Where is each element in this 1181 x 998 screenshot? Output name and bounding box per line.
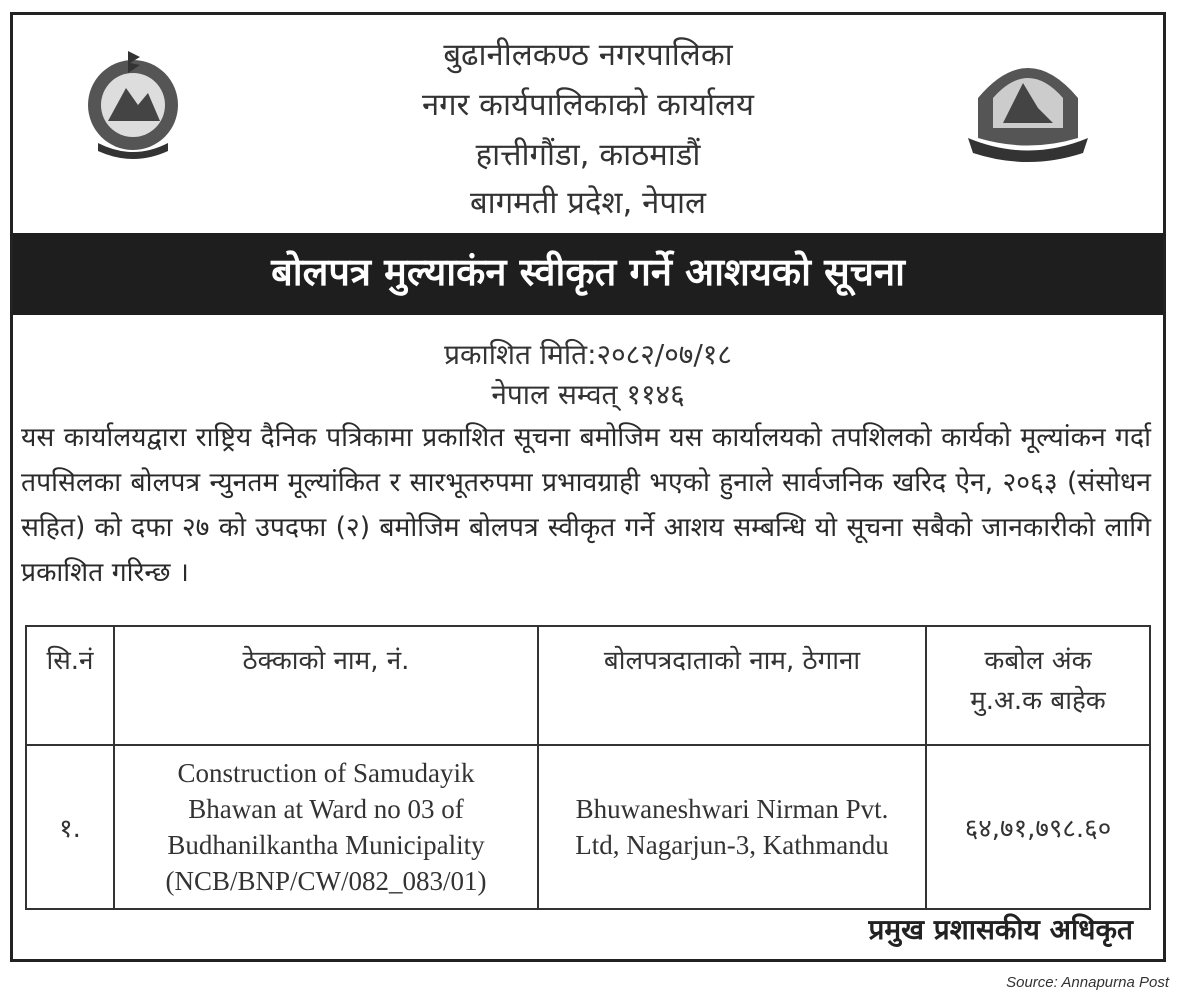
nepal-sambat: नेपाल सम्वत् ११४६ [491, 378, 685, 411]
header-bidder: बोलपत्रदाताको नाम, ठेगाना [538, 626, 926, 745]
notice-title: बोलपत्र मुल्याकंन स्वीकृत गर्ने आशयको सूचना [13, 233, 1163, 315]
table-header-row [26, 626, 1150, 745]
published-date: प्रकाशित मिति:२०८२/०७/१८ [444, 338, 732, 371]
office-name: नगर कार्यपालिकाको कार्यालय [421, 87, 755, 123]
contract-line: Bhawan at Ward no 03 of [188, 794, 464, 824]
source-credit: Source: Annapurna Post [1006, 974, 1169, 991]
contract-line: Construction of Samudayik [177, 758, 475, 788]
contract-line: Budhanilkantha Municipality [167, 830, 485, 860]
office-location: हात्तीगौंडा, काठमाडौं [475, 137, 701, 173]
header-sn: सि.नं [26, 626, 114, 745]
bid-table [25, 625, 1151, 910]
cell-contract [114, 745, 538, 909]
header-contract: ठेक्काको नाम, नं. [114, 626, 538, 745]
cell-amount: ६४,७१,७९८.६० [926, 745, 1150, 909]
signatory-title: प्रमुख प्रशासकीय अधिकृत [868, 913, 1133, 946]
municipality-name: बुढानीलकण्ठ नगरपालिका [443, 37, 733, 73]
header-amount-line1: कबोल अंक [984, 646, 1092, 676]
header-amount-line2: मु.अ.क बाहेक [970, 686, 1106, 716]
cell-sn: १. [26, 745, 114, 909]
contract-line: (NCB/BNP/CW/082_083/01) [165, 866, 487, 896]
notice-header [13, 15, 1163, 233]
bidder-line: Bhuwaneshwari Nirman Pvt. [575, 794, 889, 824]
notice-body: यस कार्यालयद्वारा राष्ट्रिय दैनिक पत्रिकामा प्रकाशित सूचना बमोजिम यस कार्यालयको तपशिलको कार्यको मूल्यांकन गर्दा तपसिलका बोलपत्र न्युनतम मूल्यांकित र सारभूतरुपमा प्रभावग्राही भएको हुनाले सार्वजनिक खरिद ऐन, २०६३ (संसोधन सहित) को दफा २७ को उपदफा (२) बमोजिम बोलपत्र स्वीकृत गर्ने आशय सम्बन्धि यो सूचना सबैको जानकारीको लागि प्रकाशित गरिन्छ । [21, 422, 1151, 588]
header-amount [926, 626, 1150, 745]
cell-bidder [538, 745, 926, 909]
notice-frame [10, 12, 1166, 962]
province-country: बागमती प्रदेश, नेपाल [469, 185, 707, 221]
table-row [26, 745, 1150, 909]
bidder-line: Ltd, Nagarjun-3, Kathmandu [575, 830, 889, 860]
